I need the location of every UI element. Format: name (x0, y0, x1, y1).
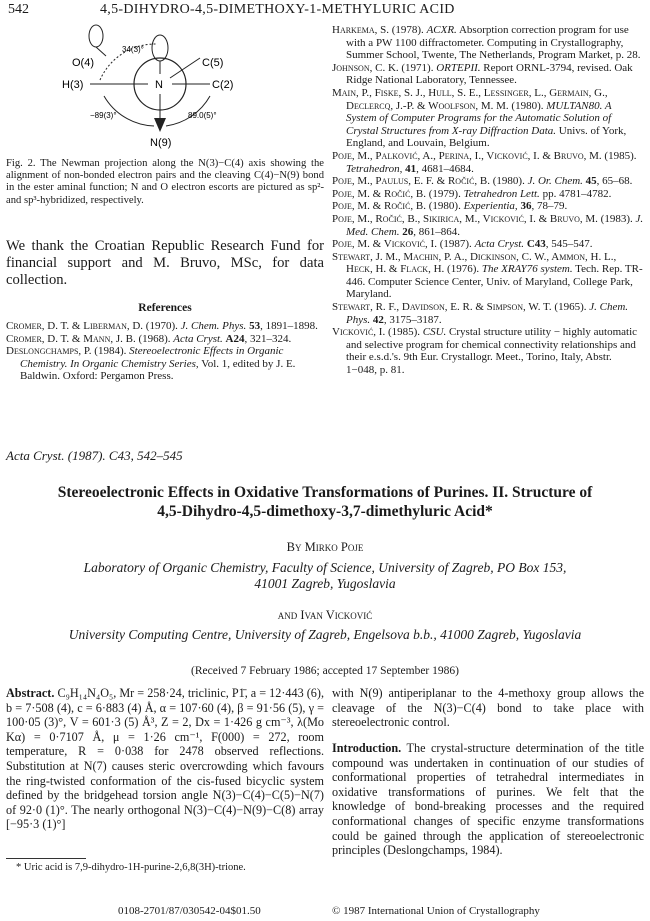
reference-item (6, 320, 324, 333)
abstract-left (6, 686, 324, 832)
reference-journal: ORTEPII. (436, 61, 481, 74)
reference-pages: pp. 4781–4782. (542, 187, 612, 200)
intro-text: The crystal-structure determination of the title compound was undertaken in continuation of our studies of conformational properties of tetrahedral intermediates in oxidative transformations of purines. We felt that the knowledge of bond-breaking processes and the required conformational changes of specific enzyme transformations could be gained through the application of stereoelectronic principles (Deslongchamps, 1984). (332, 741, 645, 858)
running-header (8, 2, 642, 20)
reference-pages: , 1891–1898. (260, 320, 318, 332)
reference-authors: Deslongchamps, P. (1984). (6, 345, 127, 358)
reference-journal: J. Med. Chem. (346, 212, 644, 238)
reference-authors: Poje, M., Paulus, E. F. & Ročić, B. (1980). (332, 175, 525, 188)
page-number: 542 (8, 2, 29, 17)
reference-item (332, 301, 644, 326)
reference-pages: , 4681–4684. (416, 162, 474, 175)
reference-volume: 42 (372, 313, 384, 326)
reference-pages: Report ORNL-3794, revised. Oak Ridge National Laboratory, Tennessee. (346, 61, 633, 87)
article-title (10, 483, 640, 521)
reference-journal: Tetrahedron, (346, 162, 403, 175)
article-code: 0108-2701/87/030542-04$01.50 (118, 905, 261, 917)
reference-pages: , 78–79. (531, 200, 568, 213)
label-angle-top: 34(3)° (122, 45, 144, 54)
reference-volume: 26 (402, 225, 414, 238)
reference-pages: , 65–68. (596, 175, 633, 188)
label-c2: C(2) (212, 79, 234, 91)
abstract-right: with N(9) antiperiplanar to the 4-methoxy group allows the cleavage of the N(3)−C(4) bond to take place with stereoelectronic control. (332, 686, 644, 730)
reference-item (332, 87, 644, 150)
label-n9: N(9) (150, 137, 172, 149)
affiliation-1-line-1: Laboratory of Organic Chemistry, Faculty of Science, University of Zagreb, PO Box 153, (83, 560, 567, 575)
author-2: and Ivan Vicković (277, 608, 373, 622)
label-o4: O(4) (72, 57, 94, 69)
reference-volume: 41 (405, 162, 417, 175)
reference-authors: Poje, M., Ročić, B., Sikirica, M., Vicković, I. & Bruvo, M. (1983). (332, 212, 633, 225)
reference-volume: A24 (225, 332, 245, 345)
reference-journal: J. Chem. Phys. (180, 320, 247, 332)
reference-item (332, 62, 644, 87)
reference-authors: Poje, M., Palković, A., Perina, I., Vicković, I. & Bruvo, M. (1985). (332, 149, 637, 162)
reference-volume: 45 (585, 175, 597, 188)
references-heading: References (138, 302, 192, 314)
reference-journal: Experientia, (463, 200, 518, 213)
reference-journal: J. Chem. Phys. (346, 301, 629, 326)
reference-authors: Johnson, C. K. (1971). (332, 61, 434, 74)
figure-caption: Fig. 2. The Newman projection along the N(3)−C(4) axis showing the alignment of non-bonded electron pairs and the cleaving C(4)−N(9) bond in the ester aminal function; N and O electron escorts are pictured as sp²- and sp³-hybridized, respectively. (6, 158, 324, 206)
reference-pages: , 3175–3187. (383, 313, 442, 326)
reference-authors: Harkema, S. (1978). (332, 24, 424, 36)
reference-journal: ACXR. (426, 24, 457, 36)
reference-pages: Vol. 1, edited by J. E. Baldwin. Oxford: Pergamon Press. (20, 357, 296, 383)
n-orbital-top (152, 35, 168, 61)
reference-journal: CSU. (422, 326, 447, 339)
reference-authors: Vicković, I. (1985). (332, 326, 421, 339)
affiliation-2: University Computing Centre, University of Zagreb, Engelsova b.b., 41000 Zagreb, Yugoslavia (68, 627, 582, 642)
reference-pages: , 861–864. (413, 225, 460, 238)
running-title: 4,5-DIHYDRO-4,5-DIMETHOXY-1-METHYLURIC ACID (100, 2, 455, 17)
reference-pages: Absorption correction program for use with a PW 1100 diffractometer. Computing in Crystallography, Summer School, Twente, The Netherlands, Program Market, p. 28. (346, 24, 641, 62)
reference-item (332, 175, 644, 188)
label-angle-left: −89(3)° (90, 111, 117, 120)
reference-journal: The XRAY76 system. (481, 263, 573, 276)
affiliation-1-line-2: 41001 Zagreb, Yugoslavia (254, 576, 396, 591)
reference-item (332, 238, 644, 251)
reference-authors: Cromer, D. T. & Liberman, D. (1970). (6, 320, 178, 332)
reference-authors: Poje, M. & Ročić, B. (1979). (332, 187, 461, 200)
references-left (6, 320, 324, 383)
reference-pages: Univs. of York, England, and Louvain, Belgium. (346, 124, 627, 150)
received-dates: (Received 7 February 1986; accepted 17 September 1986) (191, 665, 459, 677)
reference-item (332, 213, 644, 238)
abstract-label: Abstract. (6, 686, 55, 700)
abstract-text: C₉H₁₄N₄O₅, Mr = 258·24, triclinic, P1̄, a = 12·443 (6), b = 7·508 (4), c = 6·883 (4) Å, α = 107·60 (4), β = 91·56 (5), γ = 100·05 (3)°, V = 601·3 (5) Å³, Z = 2, Dx = 1·426 g cm⁻³, λ(Mo Kα) = 0·7107 Å, μ = 1·26 cm⁻¹, F(000) = 272, room temperature, R = 0·038 for 2478 observed reflections. Substitution at N(7) causes steric overcrowding which favours the ring-twisted conformation of the cis-fused bicyclic system defined by the bridgehead torsion angle N(3)−C(4)−C(5)−N(7) of 92·0 (1)°. The nearly orthogonal N(3)−C(4)−N(9)−C(8) array [−95·3 (1)°] (6, 686, 325, 832)
author-1: By Mirko Poje (286, 540, 364, 554)
reference-volume: 36 (520, 200, 532, 213)
newman-projection-figure (60, 22, 300, 152)
reference-item (332, 188, 644, 201)
reference-item (6, 333, 324, 346)
reference-journal: J. Or. Chem. (527, 175, 583, 188)
label-h3: H(3) (62, 79, 84, 91)
reference-pages: Tech. Rep. TR-446. Computer Science Center, Univ. of Maryland, College Park, Maryland. (346, 263, 643, 301)
reference-volume: 53 (249, 320, 261, 332)
article-citation: Acta Cryst. (1987). C43, 542–545 (6, 448, 183, 463)
reference-item (332, 150, 644, 175)
intro-label: Introduction. (332, 741, 402, 755)
reference-item (332, 24, 644, 62)
footnote-divider (6, 858, 86, 859)
label-angle-right: 89.0(5)° (188, 111, 217, 120)
reference-pages: , 545–547. (545, 238, 593, 251)
reference-authors: Stewart, J. M., Machin, P. A., Dickinson, C. W., Ammon, H. L., Heck, H. & Flack, H. (1976). (332, 250, 617, 276)
reference-item (332, 326, 644, 376)
reference-journal: Acta Cryst. (173, 332, 223, 345)
title-line-1: Stereoelectronic Effects in Oxidative Transformations of Purines. II. Structure of (57, 484, 593, 501)
reference-pages: Crystal structure utility − highly automatic and selective program for chemical connectivity relationships and their e.s.d.'s. 9th Eur. Crystallogr. Meet., Torino, Italy, Abstr. 1−048, p. 81. (346, 326, 638, 377)
reference-item (332, 200, 644, 213)
reference-journal: MULTAN80. A System of Computer Programs for the Automatic Solution of Crystal Structures from X-ray Diffraction Data. (346, 99, 612, 137)
copyright: © 1987 International Union of Crystallography (332, 905, 540, 917)
lone-pair-orbital (89, 25, 103, 47)
reference-item (332, 251, 644, 301)
introduction (332, 741, 644, 858)
reference-pages: , 321–324. (244, 332, 292, 345)
reference-journal: Stereoelectronic Effects in Organic Chemistry. In Organic Chemistry Series, (20, 345, 284, 370)
reference-item (6, 345, 324, 383)
affiliation-1 (20, 560, 630, 592)
reference-authors: Cromer, D. T. & Mann, J. B. (1968). (6, 332, 171, 345)
label-n: N (155, 79, 163, 91)
acknowledgement: We thank the Croatian Republic Research Fund for financial support and M. Bruvo, MSc, for data collection. (6, 238, 324, 289)
references-right (332, 24, 644, 377)
reference-authors: Main, P., Fiske, S. J., Hull, S. E., Lessinger, L., Germain, G., Declercq, J.-P. & Woolfson, M. M. (1980). (332, 86, 608, 112)
footnote: * Uric acid is 7,9-dihydro-1H-purine-2,6,8(3H)-trione. (16, 862, 246, 873)
reference-authors: Stewart, R. F., Davidson, E. R. & Simpson, W. T. (1965). (332, 301, 587, 314)
label-c5: C(5) (202, 57, 224, 69)
reference-journal: Tetrahedron Lett. (463, 187, 540, 200)
reference-volume: C43 (526, 238, 546, 251)
reference-authors: Poje, M. & Vicković, I. (1987). (332, 238, 472, 251)
title-line-2: 4,5-Dihydro-4,5-dimethoxy-3,7-dimethyluric Acid* (157, 503, 493, 520)
reference-journal: Acta Cryst. (474, 238, 525, 251)
reference-authors: Poje, M. & Ročić, B. (1980). (332, 200, 461, 213)
